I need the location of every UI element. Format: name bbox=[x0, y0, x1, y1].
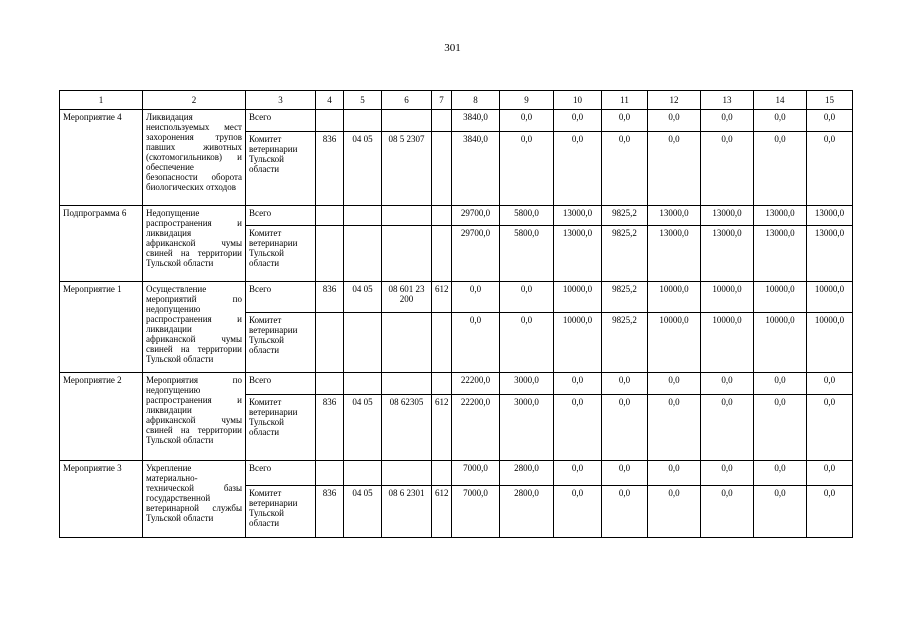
program-name: Недопущение распространения и ликвидация африканской чумы свиней на территории Тульской области bbox=[143, 206, 246, 282]
column-header: 11 bbox=[602, 91, 648, 110]
program-code: Подпрограмма 6 bbox=[60, 206, 143, 282]
value-cell: 10000,0 bbox=[754, 282, 807, 313]
value-cell: 0,0 bbox=[554, 373, 602, 395]
table-row bbox=[60, 461, 853, 486]
value-cell: 13000,0 bbox=[554, 226, 602, 282]
program-name: Ликвидация неиспользуемых мест захоронения трупов павших животных (скотомогильников) и обеспечение безопасности оборота биологических отходов bbox=[143, 110, 246, 206]
value-cell: 0,0 bbox=[701, 110, 754, 132]
responsible-cell: Всего bbox=[246, 373, 316, 395]
value-cell: 0,0 bbox=[554, 461, 602, 486]
value-cell: 0,0 bbox=[554, 132, 602, 206]
value-cell: 0,0 bbox=[754, 395, 807, 461]
value-cell bbox=[382, 206, 432, 226]
value-cell: 10000,0 bbox=[807, 313, 853, 373]
value-cell: 836 bbox=[316, 132, 344, 206]
value-cell: 13000,0 bbox=[701, 226, 754, 282]
value-cell: 29700,0 bbox=[452, 226, 500, 282]
value-cell: 5800,0 bbox=[500, 206, 554, 226]
table-header bbox=[60, 91, 853, 110]
value-cell: 0,0 bbox=[452, 313, 500, 373]
value-cell: 836 bbox=[316, 486, 344, 538]
column-header: 4 bbox=[316, 91, 344, 110]
value-cell: 10000,0 bbox=[554, 282, 602, 313]
value-cell: 13000,0 bbox=[648, 206, 701, 226]
column-header: 8 bbox=[452, 91, 500, 110]
column-header: 15 bbox=[807, 91, 853, 110]
responsible-cell: Комитет ветеринарии Тульской области bbox=[246, 313, 316, 373]
value-cell bbox=[432, 110, 452, 132]
program-name: Укрепление материально-технической базы государственной ветеринарной службы Тульской области bbox=[143, 461, 246, 538]
value-cell: 13000,0 bbox=[648, 226, 701, 282]
value-cell: 10000,0 bbox=[807, 282, 853, 313]
value-cell: 0,0 bbox=[554, 395, 602, 461]
value-cell: 3840,0 bbox=[452, 132, 500, 206]
value-cell bbox=[382, 313, 432, 373]
column-header: 12 bbox=[648, 91, 701, 110]
value-cell: 0,0 bbox=[602, 461, 648, 486]
column-header: 5 bbox=[344, 91, 382, 110]
budget-table bbox=[59, 90, 853, 538]
program-name: Осуществление мероприятий по недопущению распространения и ликвидации африканской чумы свиней на территории Тульской области bbox=[143, 282, 246, 373]
value-cell: 08 601 23 200 bbox=[382, 282, 432, 313]
value-cell bbox=[344, 373, 382, 395]
value-cell: 0,0 bbox=[648, 486, 701, 538]
value-cell: 0,0 bbox=[754, 461, 807, 486]
value-cell: 9825,2 bbox=[602, 282, 648, 313]
value-cell: 08 6 2301 bbox=[382, 486, 432, 538]
value-cell: 10000,0 bbox=[701, 313, 754, 373]
value-cell bbox=[382, 226, 432, 282]
value-cell: 0,0 bbox=[500, 110, 554, 132]
value-cell bbox=[382, 110, 432, 132]
value-cell: 0,0 bbox=[648, 395, 701, 461]
value-cell bbox=[344, 461, 382, 486]
value-cell: 0,0 bbox=[648, 110, 701, 132]
value-cell: 0,0 bbox=[807, 395, 853, 461]
value-cell bbox=[432, 226, 452, 282]
value-cell: 5800,0 bbox=[500, 226, 554, 282]
value-cell: 08 62305 bbox=[382, 395, 432, 461]
value-cell: 10000,0 bbox=[754, 313, 807, 373]
value-cell: 0,0 bbox=[648, 132, 701, 206]
value-cell: 0,0 bbox=[602, 132, 648, 206]
value-cell: 22200,0 bbox=[452, 395, 500, 461]
value-cell: 0,0 bbox=[701, 486, 754, 538]
value-cell: 0,0 bbox=[602, 373, 648, 395]
value-cell: 3840,0 bbox=[452, 110, 500, 132]
value-cell: 7000,0 bbox=[452, 461, 500, 486]
program-name: Мероприятия по недопущению распространения и ликвидации африканской чумы свиней на территории Тульской области bbox=[143, 373, 246, 461]
value-cell: 0,0 bbox=[554, 110, 602, 132]
value-cell: 612 bbox=[432, 395, 452, 461]
value-cell: 3000,0 bbox=[500, 395, 554, 461]
table-row bbox=[60, 110, 853, 132]
value-cell bbox=[344, 226, 382, 282]
value-cell: 9825,2 bbox=[602, 226, 648, 282]
value-cell: 0,0 bbox=[754, 486, 807, 538]
value-cell: 10000,0 bbox=[554, 313, 602, 373]
value-cell: 10000,0 bbox=[648, 313, 701, 373]
value-cell bbox=[344, 110, 382, 132]
column-header: 7 bbox=[432, 91, 452, 110]
value-cell: 0,0 bbox=[807, 461, 853, 486]
value-cell: 0,0 bbox=[754, 110, 807, 132]
value-cell: 13000,0 bbox=[807, 206, 853, 226]
value-cell: 836 bbox=[316, 395, 344, 461]
column-header: 2 bbox=[143, 91, 246, 110]
value-cell: 0,0 bbox=[602, 486, 648, 538]
program-code: Мероприятие 1 bbox=[60, 282, 143, 373]
value-cell bbox=[316, 206, 344, 226]
value-cell: 9825,2 bbox=[602, 313, 648, 373]
value-cell: 13000,0 bbox=[701, 206, 754, 226]
table-row bbox=[60, 282, 853, 313]
value-cell bbox=[432, 313, 452, 373]
value-cell bbox=[432, 206, 452, 226]
value-cell bbox=[344, 206, 382, 226]
value-cell: 7000,0 bbox=[452, 486, 500, 538]
value-cell: 0,0 bbox=[701, 132, 754, 206]
column-header: 3 bbox=[246, 91, 316, 110]
table-body bbox=[60, 110, 853, 538]
column-header: 9 bbox=[500, 91, 554, 110]
program-code: Мероприятие 4 bbox=[60, 110, 143, 206]
value-cell: 9825,2 bbox=[602, 206, 648, 226]
value-cell bbox=[316, 110, 344, 132]
column-header: 10 bbox=[554, 91, 602, 110]
value-cell bbox=[316, 313, 344, 373]
value-cell: 2800,0 bbox=[500, 486, 554, 538]
value-cell: 10000,0 bbox=[701, 282, 754, 313]
value-cell bbox=[432, 461, 452, 486]
value-cell: 0,0 bbox=[602, 395, 648, 461]
value-cell: 0,0 bbox=[754, 132, 807, 206]
value-cell bbox=[382, 373, 432, 395]
value-cell bbox=[316, 373, 344, 395]
value-cell: 612 bbox=[432, 282, 452, 313]
value-cell bbox=[344, 313, 382, 373]
value-cell: 0,0 bbox=[701, 373, 754, 395]
column-header: 6 bbox=[382, 91, 432, 110]
value-cell: 612 bbox=[432, 486, 452, 538]
value-cell: 0,0 bbox=[648, 373, 701, 395]
value-cell: 3000,0 bbox=[500, 373, 554, 395]
value-cell: 0,0 bbox=[602, 110, 648, 132]
value-cell: 0,0 bbox=[452, 282, 500, 313]
value-cell bbox=[432, 373, 452, 395]
value-cell: 10000,0 bbox=[648, 282, 701, 313]
program-code: Мероприятие 3 bbox=[60, 461, 143, 538]
value-cell: 2800,0 bbox=[500, 461, 554, 486]
value-cell: 0,0 bbox=[701, 461, 754, 486]
responsible-cell: Комитет ветеринарии Тульской области bbox=[246, 132, 316, 206]
responsible-cell: Всего bbox=[246, 282, 316, 313]
responsible-cell: Комитет ветеринарии Тульской области bbox=[246, 226, 316, 282]
value-cell: 13000,0 bbox=[754, 226, 807, 282]
value-cell: 0,0 bbox=[554, 486, 602, 538]
value-cell: 0,0 bbox=[754, 373, 807, 395]
column-header: 13 bbox=[701, 91, 754, 110]
column-header: 1 bbox=[60, 91, 143, 110]
value-cell: 0,0 bbox=[500, 282, 554, 313]
value-cell: 0,0 bbox=[807, 132, 853, 206]
responsible-cell: Всего bbox=[246, 206, 316, 226]
value-cell: 13000,0 bbox=[754, 206, 807, 226]
value-cell bbox=[316, 461, 344, 486]
value-cell: 0,0 bbox=[807, 373, 853, 395]
table-row bbox=[60, 373, 853, 395]
responsible-cell: Всего bbox=[246, 110, 316, 132]
table-row bbox=[60, 206, 853, 226]
value-cell: 04 05 bbox=[344, 486, 382, 538]
value-cell bbox=[432, 132, 452, 206]
page-number: 301 bbox=[444, 42, 461, 54]
value-cell: 0,0 bbox=[500, 313, 554, 373]
value-cell: 04 05 bbox=[344, 132, 382, 206]
responsible-cell: Всего bbox=[246, 461, 316, 486]
program-code: Мероприятие 2 bbox=[60, 373, 143, 461]
value-cell: 04 05 bbox=[344, 395, 382, 461]
value-cell: 04 05 bbox=[344, 282, 382, 313]
column-header: 14 bbox=[754, 91, 807, 110]
value-cell: 836 bbox=[316, 282, 344, 313]
value-cell bbox=[382, 461, 432, 486]
value-cell: 0,0 bbox=[648, 461, 701, 486]
value-cell: 08 5 2307 bbox=[382, 132, 432, 206]
responsible-cell: Комитет ветеринарии Тульской области bbox=[246, 395, 316, 461]
responsible-cell: Комитет ветеринарии Тульской области bbox=[246, 486, 316, 538]
value-cell: 29700,0 bbox=[452, 206, 500, 226]
value-cell: 0,0 bbox=[807, 486, 853, 538]
value-cell: 0,0 bbox=[807, 110, 853, 132]
value-cell: 13000,0 bbox=[807, 226, 853, 282]
value-cell: 0,0 bbox=[500, 132, 554, 206]
value-cell: 22200,0 bbox=[452, 373, 500, 395]
value-cell: 13000,0 bbox=[554, 206, 602, 226]
value-cell bbox=[316, 226, 344, 282]
value-cell: 0,0 bbox=[701, 395, 754, 461]
